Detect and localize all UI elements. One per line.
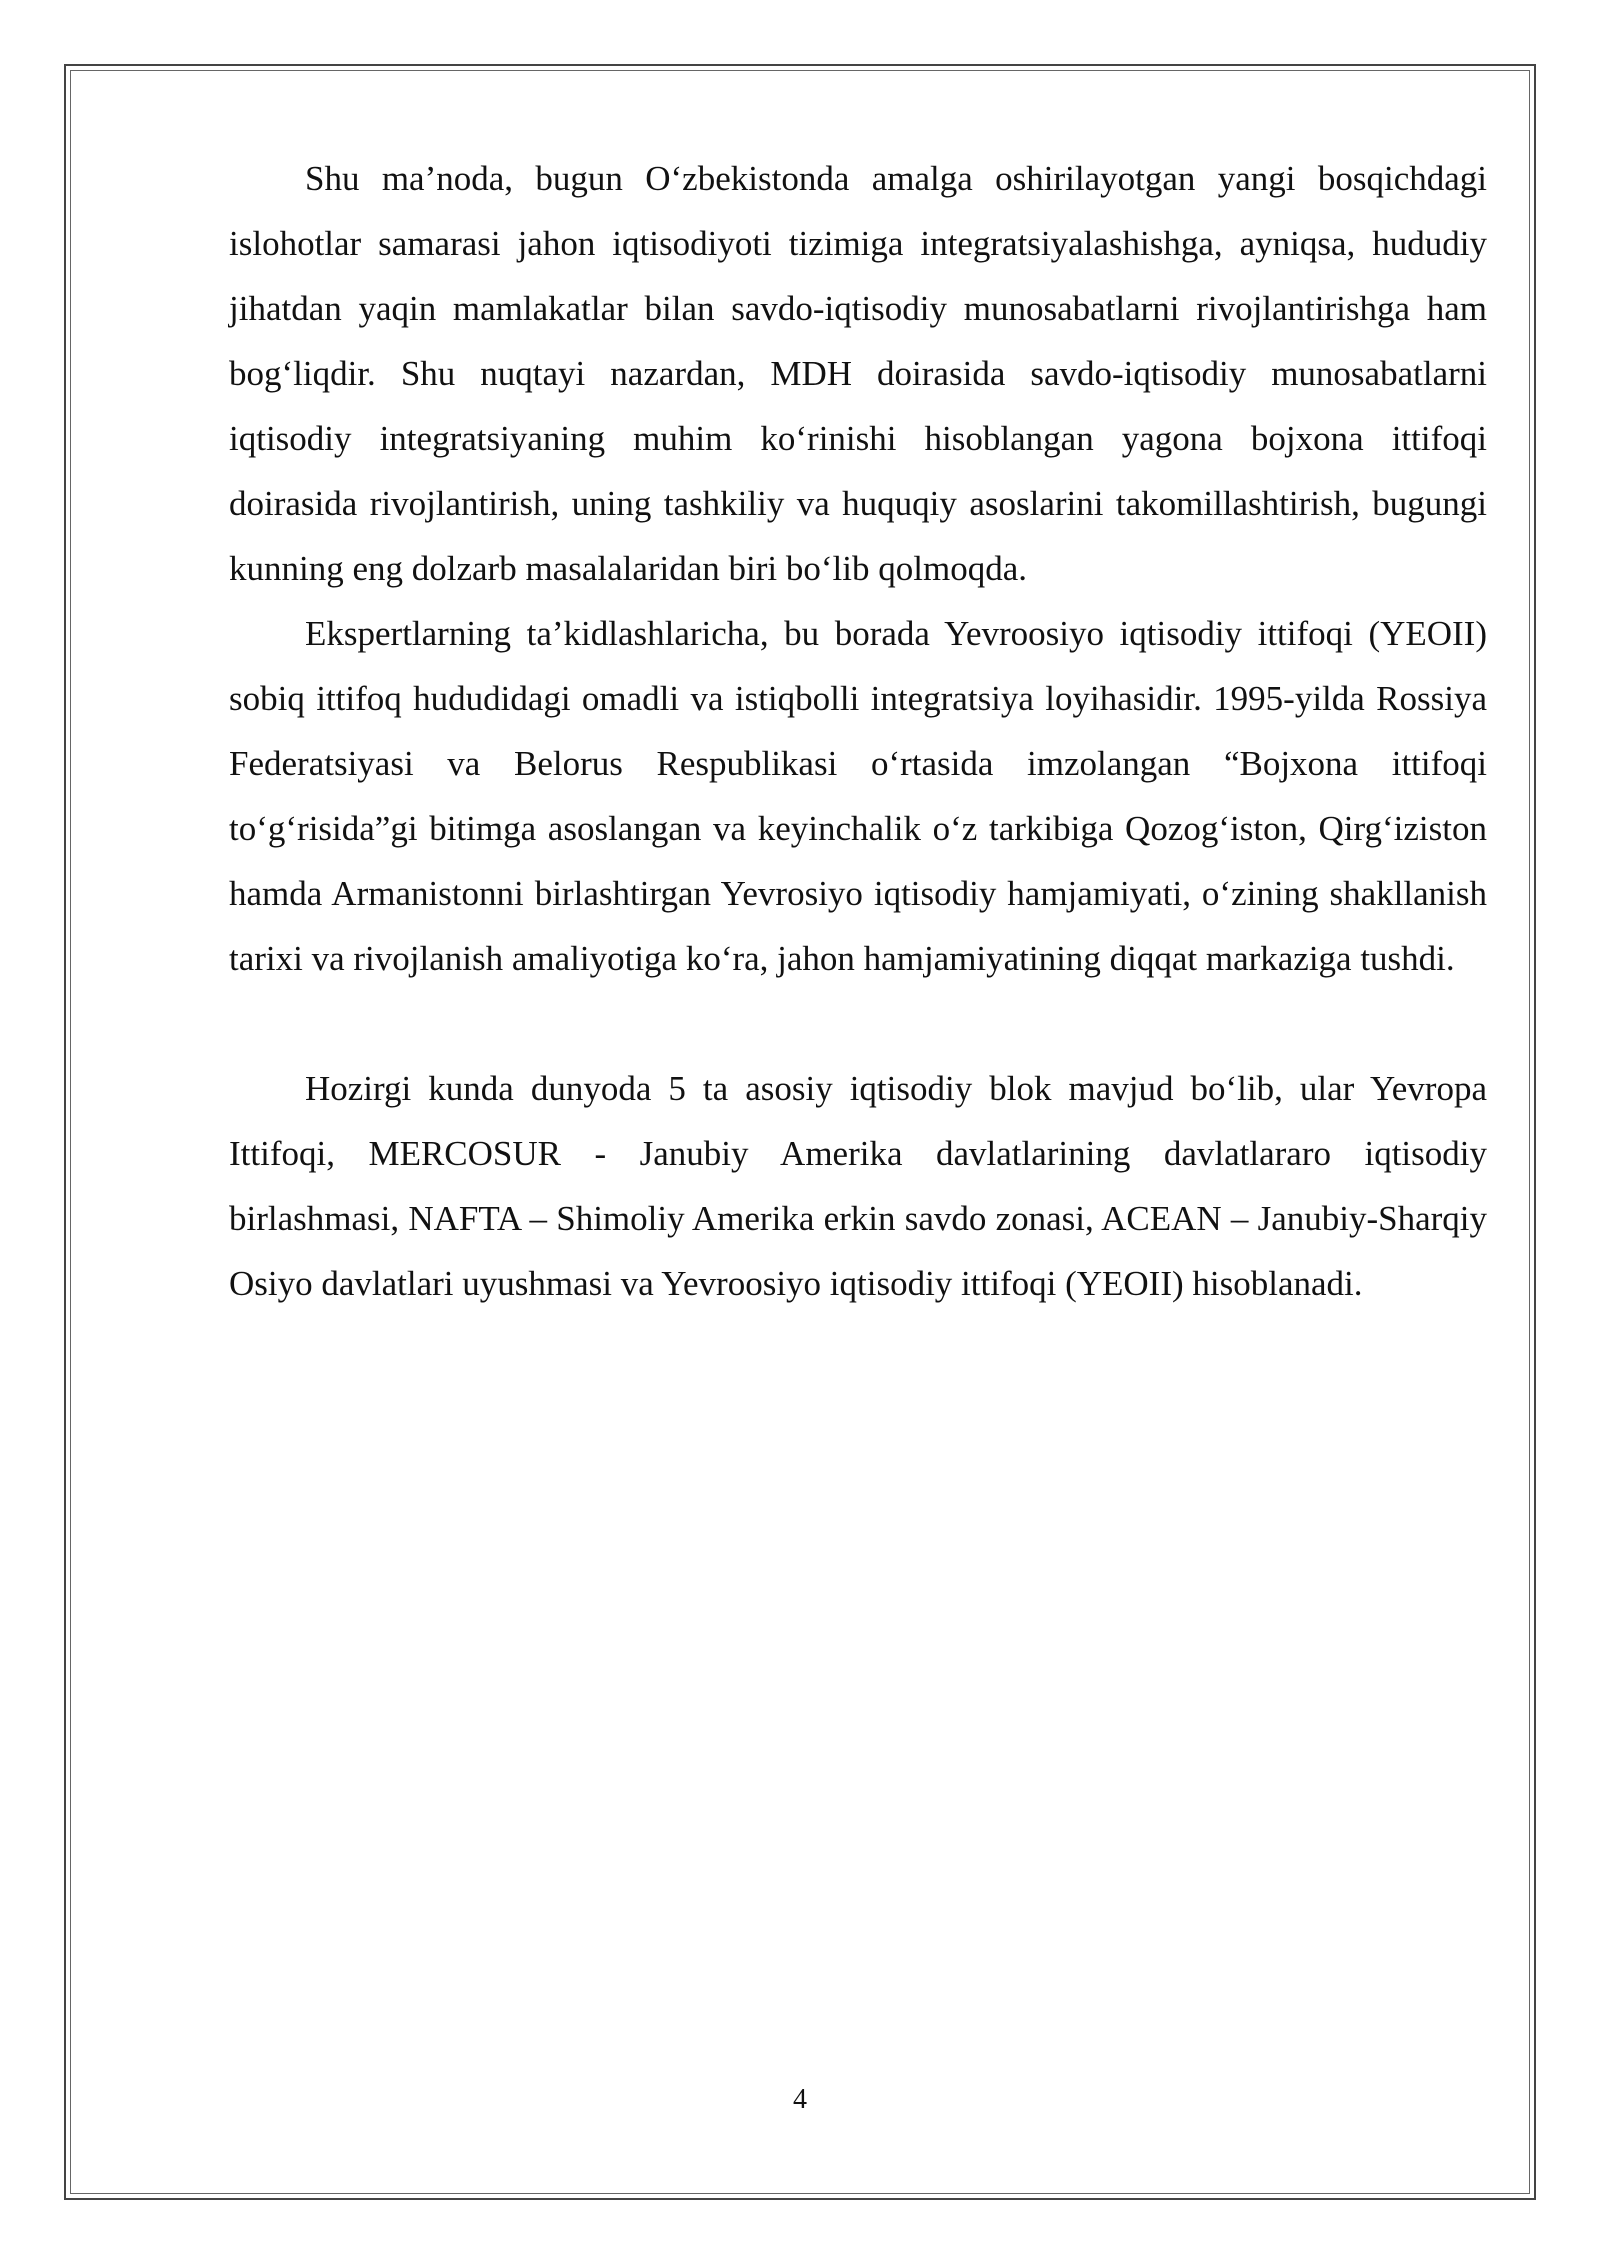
paragraph-reforms: Shu ma’noda, bugun O‘zbekistonda amalga oshirilayotgan yangi bosqichdagi islohotlar samarasi jahon iqtisodiyoti tizimiga integratsiyalashishga, ayniqsa, hududiy jihatdan yaqin mamlakatlar bilan savdo-iqtisodiy munosabatlarni rivojlantirishga ham bog‘liqdir. Shu nuqtayi nazardan, MDH doirasida savdo-iqtisodiy munosabatlarni iqtisodiy integratsiyaning muhim ko‘rinishi hisoblangan yagona bojxona ittifoqi doirasida rivojlantirish, uning tashkiliy va huquqiy asoslarini takomillashtirish, bugungi kunning eng dolzarb masalalaridan biri bo‘lib qolmoqda. bbox=[229, 159, 1487, 588]
paragraph-eaeu: Ekspertlarning ta’kidlashlaricha, bu borada Yevroosiyo iqtisodiy ittifoqi (YEOII) sobiq ittifoq hududidagi omadli va istiqbolli integratsiya loyihasidir. 1995-yilda Rossiya Federatsiyasi va Belorus Respublikasi o‘rtasida imzolangan “Bojxona ittifoqi to‘g‘risida”gi bitimga asoslangan va keyinchalik o‘z tarkibiga Qozog‘iston, Qirg‘iziston hamda Armanistonni birlashtirgan Yevrosiyo iqtisodiy hamjamiyati, o‘zining shakllanish tarixi va rivojlanish amaliyotiga ko‘ra, jahon hamjamiyatining diqqat markaziga tushdi. bbox=[229, 614, 1487, 978]
paragraph-economic-blocs: Hozirgi kunda dunyoda 5 ta asosiy iqtisodiy blok mavjud bo‘lib, ular Yevropa Ittifoqi, MERCOSUR - Janubiy Amerika davlatlarining davlatlararo iqtisodiy birlashmasi, NAFTA – Shimoliy Amerika erkin savdo zonasi, ACEAN – Janubiy-Sharqiy Osiyo davlatlari uyushmasi va Yevroosiyo iqtisodiy ittifoqi (YEOII) hisoblanadi. bbox=[229, 1069, 1487, 1303]
paragraph-spacer bbox=[229, 991, 1487, 1056]
page-number: 4 bbox=[793, 2084, 807, 2115]
document-body bbox=[229, 146, 1487, 1316]
